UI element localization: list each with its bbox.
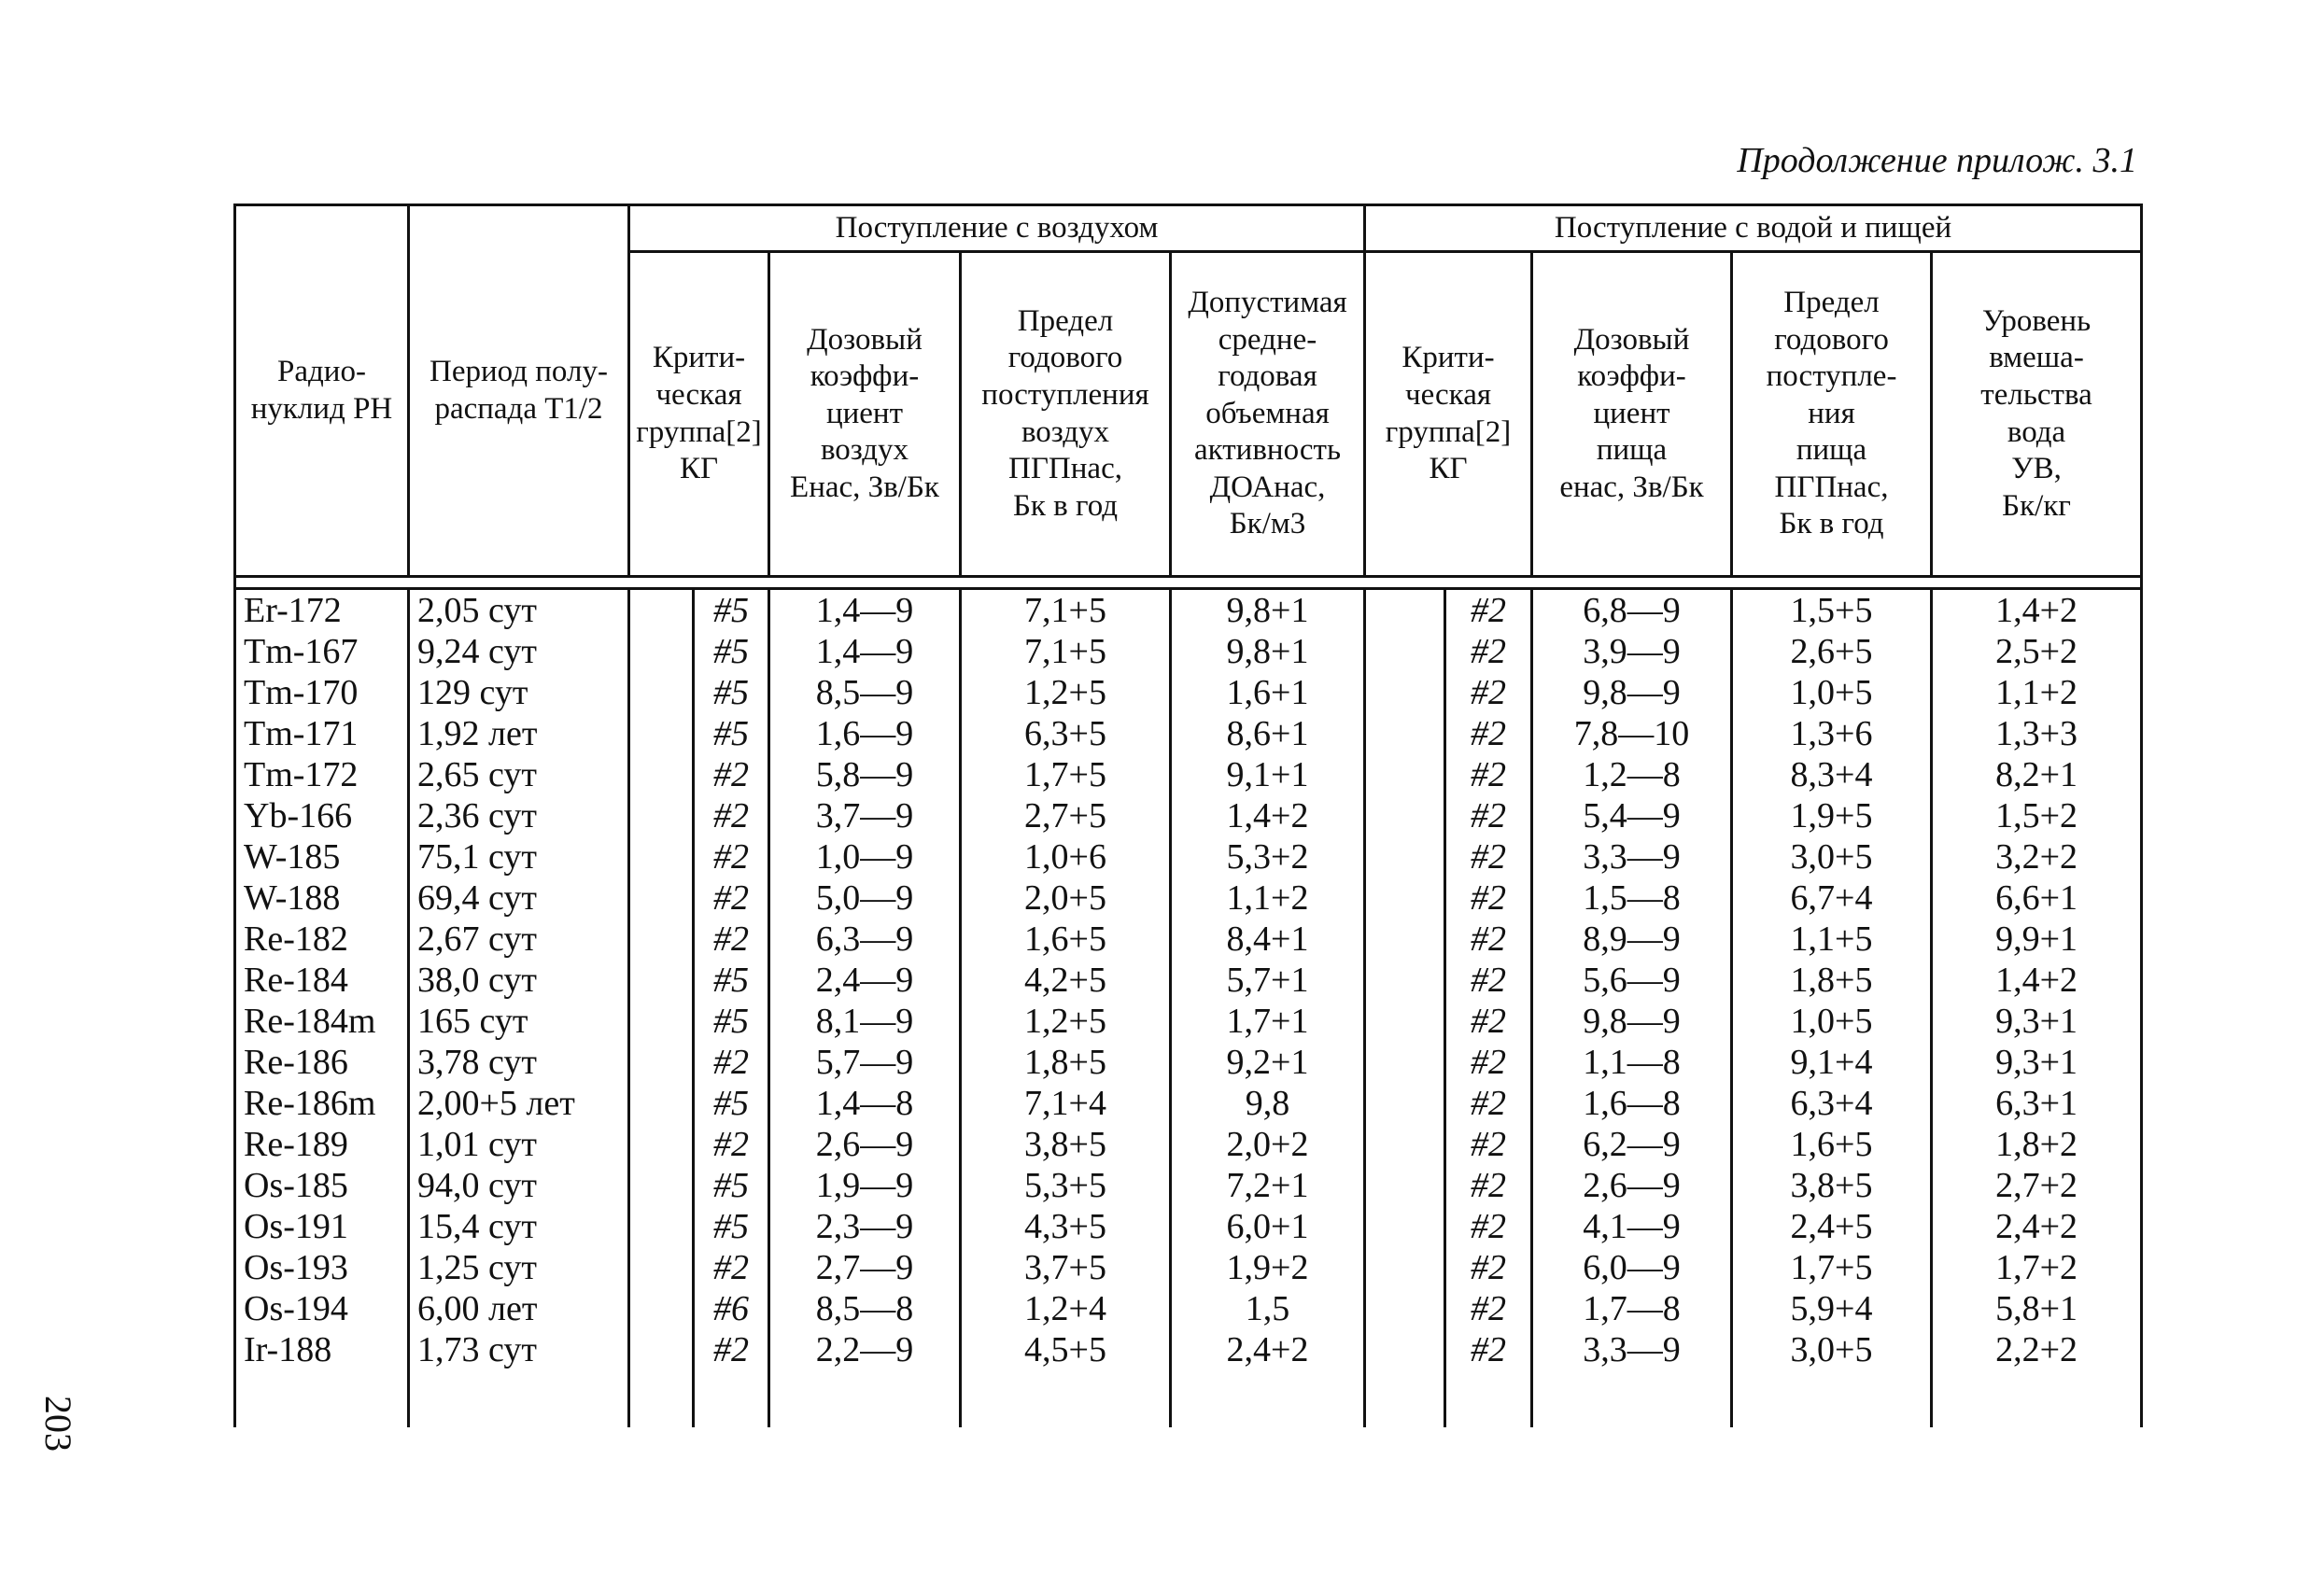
cell-nuclide: Tm-171 bbox=[235, 713, 409, 754]
cell-nuclide: Os-191 bbox=[235, 1206, 409, 1247]
cell-intervention-level: 6,3+1 bbox=[1932, 1083, 2142, 1124]
cell-spacer bbox=[629, 754, 694, 795]
cell-air-annual-limit: 7,1+5 bbox=[961, 631, 1171, 672]
cell-half-life: 165 сут bbox=[409, 1001, 629, 1042]
cell-air-dose-coefficient: 5,0—9 bbox=[769, 877, 961, 919]
cell-air-annual-limit: 7,1+5 bbox=[961, 589, 1171, 632]
cell-spacer bbox=[629, 713, 694, 754]
cell-air-critical-group: #5 bbox=[694, 1083, 769, 1124]
cell-nuclide: Os-194 bbox=[235, 1288, 409, 1329]
cell-spacer bbox=[629, 672, 694, 713]
cell-nuclide: Os-185 bbox=[235, 1165, 409, 1206]
page-number: 203 bbox=[37, 1396, 79, 1452]
cell-spacer bbox=[629, 795, 694, 836]
cell-spacer bbox=[1365, 631, 1445, 672]
cell-half-life: 2,05 сут bbox=[409, 589, 629, 632]
cell-air-doa: 5,3+2 bbox=[1171, 836, 1365, 877]
cell-food-critical-group: #2 bbox=[1445, 1247, 1532, 1288]
cell-food-annual-limit: 8,3+4 bbox=[1732, 754, 1932, 795]
cell-air-dose-coefficient: 2,4—9 bbox=[769, 960, 961, 1001]
cell-spacer bbox=[629, 1165, 694, 1206]
cell-air-critical-group: #2 bbox=[694, 919, 769, 960]
cell-intervention-level: 1,4+2 bbox=[1932, 960, 2142, 1001]
cell-nuclide: Yb-166 bbox=[235, 795, 409, 836]
cell-intervention-level: 1,4+2 bbox=[1932, 589, 2142, 632]
cell-air-critical-group: #2 bbox=[694, 1042, 769, 1083]
cell-air-annual-limit: 3,8+5 bbox=[961, 1124, 1171, 1165]
cell-food-annual-limit: 1,0+5 bbox=[1732, 1001, 1932, 1042]
cell-air-dose-coefficient: 2,7—9 bbox=[769, 1247, 961, 1288]
header-food-critical-group: Крити- ческая группа[2] КГ bbox=[1365, 252, 1532, 577]
cell-spacer bbox=[1365, 795, 1445, 836]
header-nuclide: Радио- нуклид РН bbox=[235, 205, 409, 577]
cell-half-life: 2,65 сут bbox=[409, 754, 629, 795]
cell-intervention-level: 1,8+2 bbox=[1932, 1124, 2142, 1165]
cell-intervention-level: 1,3+3 bbox=[1932, 713, 2142, 754]
cell-half-life: 6,00 лет bbox=[409, 1288, 629, 1329]
cell-nuclide: Re-184m bbox=[235, 1001, 409, 1042]
cell-spacer bbox=[629, 1124, 694, 1165]
cell-intervention-level: 6,6+1 bbox=[1932, 877, 2142, 919]
cell-half-life: 129 сут bbox=[409, 672, 629, 713]
cell-air-annual-limit: 1,2+5 bbox=[961, 672, 1171, 713]
cell-spacer bbox=[1365, 1206, 1445, 1247]
cell-spacer bbox=[1365, 672, 1445, 713]
cell-food-dose-coefficient: 6,2—9 bbox=[1532, 1124, 1732, 1165]
cell-food-annual-limit: 3,0+5 bbox=[1732, 836, 1932, 877]
cell-food-critical-group: #2 bbox=[1445, 960, 1532, 1001]
cell-air-critical-group: #5 bbox=[694, 631, 769, 672]
cell-intervention-level: 2,4+2 bbox=[1932, 1206, 2142, 1247]
cell-air-dose-coefficient: 1,9—9 bbox=[769, 1165, 961, 1206]
table-row bbox=[235, 1165, 2142, 1206]
cell-food-critical-group: #2 bbox=[1445, 1329, 1532, 1427]
cell-air-annual-limit: 1,2+5 bbox=[961, 1001, 1171, 1042]
cell-nuclide: Re-186 bbox=[235, 1042, 409, 1083]
cell-air-annual-limit: 1,2+4 bbox=[961, 1288, 1171, 1329]
table-row bbox=[235, 1083, 2142, 1124]
cell-air-annual-limit: 1,6+5 bbox=[961, 919, 1171, 960]
cell-intervention-level: 2,7+2 bbox=[1932, 1165, 2142, 1206]
cell-food-annual-limit: 1,1+5 bbox=[1732, 919, 1932, 960]
cell-food-critical-group: #2 bbox=[1445, 631, 1532, 672]
cell-spacer bbox=[1365, 1288, 1445, 1329]
cell-food-dose-coefficient: 1,7—8 bbox=[1532, 1288, 1732, 1329]
cell-spacer bbox=[629, 1247, 694, 1288]
cell-air-critical-group: #2 bbox=[694, 1329, 769, 1427]
cell-intervention-level: 2,5+2 bbox=[1932, 631, 2142, 672]
cell-air-annual-limit: 7,1+4 bbox=[961, 1083, 1171, 1124]
header-air-doa: Допустимая средне- годовая объемная активность ДОАнас, Бк/м3 bbox=[1171, 252, 1365, 577]
cell-food-dose-coefficient: 4,1—9 bbox=[1532, 1206, 1732, 1247]
cell-air-doa: 9,1+1 bbox=[1171, 754, 1365, 795]
cell-food-dose-coefficient: 1,5—8 bbox=[1532, 877, 1732, 919]
cell-food-annual-limit: 6,7+4 bbox=[1732, 877, 1932, 919]
table-row bbox=[235, 1329, 2142, 1427]
cell-food-dose-coefficient: 7,8—10 bbox=[1532, 713, 1732, 754]
cell-spacer bbox=[1365, 1329, 1445, 1427]
cell-air-doa: 1,7+1 bbox=[1171, 1001, 1365, 1042]
header-air-annual-limit: Предел годового поступления воздух ПГПнас, Бк в год bbox=[961, 252, 1171, 577]
cell-food-dose-coefficient: 1,1—8 bbox=[1532, 1042, 1732, 1083]
cell-food-critical-group: #2 bbox=[1445, 713, 1532, 754]
header-air-critical-group: Крити- ческая группа[2] КГ bbox=[629, 252, 769, 577]
cell-nuclide: Os-193 bbox=[235, 1247, 409, 1288]
table-row bbox=[235, 795, 2142, 836]
cell-spacer bbox=[629, 1001, 694, 1042]
cell-food-dose-coefficient: 6,0—9 bbox=[1532, 1247, 1732, 1288]
table-row bbox=[235, 713, 2142, 754]
cell-food-critical-group: #2 bbox=[1445, 1001, 1532, 1042]
cell-intervention-level: 1,1+2 bbox=[1932, 672, 2142, 713]
cell-spacer bbox=[629, 1206, 694, 1247]
cell-food-annual-limit: 3,0+5 bbox=[1732, 1329, 1932, 1427]
cell-air-annual-limit: 1,8+5 bbox=[961, 1042, 1171, 1083]
cell-half-life: 1,73 сут bbox=[409, 1329, 629, 1427]
cell-food-dose-coefficient: 8,9—9 bbox=[1532, 919, 1732, 960]
cell-spacer bbox=[1365, 713, 1445, 754]
cell-half-life: 75,1 сут bbox=[409, 836, 629, 877]
cell-food-dose-coefficient: 5,4—9 bbox=[1532, 795, 1732, 836]
cell-food-dose-coefficient: 2,6—9 bbox=[1532, 1165, 1732, 1206]
table-row bbox=[235, 1247, 2142, 1288]
cell-half-life: 2,00+5 лет bbox=[409, 1083, 629, 1124]
cell-air-doa: 9,2+1 bbox=[1171, 1042, 1365, 1083]
cell-food-annual-limit: 1,7+5 bbox=[1732, 1247, 1932, 1288]
cell-half-life: 38,0 сут bbox=[409, 960, 629, 1001]
cell-air-doa: 9,8+1 bbox=[1171, 631, 1365, 672]
cell-food-critical-group: #2 bbox=[1445, 754, 1532, 795]
cell-nuclide: Er-172 bbox=[235, 589, 409, 632]
cell-air-doa: 1,6+1 bbox=[1171, 672, 1365, 713]
cell-air-critical-group: #6 bbox=[694, 1288, 769, 1329]
cell-air-dose-coefficient: 1,6—9 bbox=[769, 713, 961, 754]
cell-food-dose-coefficient: 1,6—8 bbox=[1532, 1083, 1732, 1124]
cell-half-life: 94,0 сут bbox=[409, 1165, 629, 1206]
cell-air-critical-group: #2 bbox=[694, 1247, 769, 1288]
cell-spacer bbox=[629, 1288, 694, 1329]
table-row bbox=[235, 960, 2142, 1001]
cell-half-life: 69,4 сут bbox=[409, 877, 629, 919]
cell-food-dose-coefficient: 9,8—9 bbox=[1532, 1001, 1732, 1042]
cell-food-dose-coefficient: 1,2—8 bbox=[1532, 754, 1732, 795]
cell-intervention-level: 2,2+2 bbox=[1932, 1329, 2142, 1427]
cell-spacer bbox=[629, 919, 694, 960]
cell-air-dose-coefficient: 1,0—9 bbox=[769, 836, 961, 877]
cell-food-critical-group: #2 bbox=[1445, 1206, 1532, 1247]
cell-food-dose-coefficient: 3,9—9 bbox=[1532, 631, 1732, 672]
cell-air-annual-limit: 2,7+5 bbox=[961, 795, 1171, 836]
cell-food-critical-group: #2 bbox=[1445, 1288, 1532, 1329]
cell-spacer bbox=[1365, 1165, 1445, 1206]
cell-spacer bbox=[629, 631, 694, 672]
cell-intervention-level: 9,3+1 bbox=[1932, 1001, 2142, 1042]
cell-air-annual-limit: 5,3+5 bbox=[961, 1165, 1171, 1206]
cell-food-annual-limit: 2,6+5 bbox=[1732, 631, 1932, 672]
cell-spacer bbox=[1365, 960, 1445, 1001]
cell-air-annual-limit: 4,5+5 bbox=[961, 1329, 1171, 1427]
cell-air-critical-group: #5 bbox=[694, 1001, 769, 1042]
table-row bbox=[235, 1001, 2142, 1042]
cell-spacer bbox=[629, 836, 694, 877]
cell-food-annual-limit: 1,8+5 bbox=[1732, 960, 1932, 1001]
cell-air-critical-group: #5 bbox=[694, 960, 769, 1001]
cell-air-dose-coefficient: 1,4—9 bbox=[769, 631, 961, 672]
cell-air-annual-limit: 4,2+5 bbox=[961, 960, 1171, 1001]
cell-air-doa: 1,9+2 bbox=[1171, 1247, 1365, 1288]
cell-nuclide: Tm-167 bbox=[235, 631, 409, 672]
cell-food-critical-group: #2 bbox=[1445, 836, 1532, 877]
cell-air-dose-coefficient: 2,3—9 bbox=[769, 1206, 961, 1247]
cell-food-dose-coefficient: 9,8—9 bbox=[1532, 672, 1732, 713]
cell-spacer bbox=[629, 877, 694, 919]
cell-air-doa: 5,7+1 bbox=[1171, 960, 1365, 1001]
cell-air-critical-group: #2 bbox=[694, 877, 769, 919]
cell-air-critical-group: #2 bbox=[694, 795, 769, 836]
table-row bbox=[235, 672, 2142, 713]
header-half-life: Период полу- распада T1/2 bbox=[409, 205, 629, 577]
cell-air-critical-group: #5 bbox=[694, 672, 769, 713]
cell-spacer bbox=[1365, 919, 1445, 960]
cell-air-critical-group: #2 bbox=[694, 836, 769, 877]
cell-air-annual-limit: 4,3+5 bbox=[961, 1206, 1171, 1247]
header-group-food: Поступление с водой и пищей bbox=[1365, 205, 2142, 252]
cell-food-critical-group: #2 bbox=[1445, 1083, 1532, 1124]
cell-air-annual-limit: 3,7+5 bbox=[961, 1247, 1171, 1288]
cell-spacer bbox=[1365, 589, 1445, 632]
cell-air-critical-group: #2 bbox=[694, 754, 769, 795]
cell-nuclide: Tm-172 bbox=[235, 754, 409, 795]
cell-air-dose-coefficient: 8,5—8 bbox=[769, 1288, 961, 1329]
cell-food-critical-group: #2 bbox=[1445, 672, 1532, 713]
cell-air-dose-coefficient: 1,4—8 bbox=[769, 1083, 961, 1124]
cell-food-critical-group: #2 bbox=[1445, 877, 1532, 919]
cell-intervention-level: 3,2+2 bbox=[1932, 836, 2142, 877]
table-row bbox=[235, 1042, 2142, 1083]
cell-air-doa: 1,1+2 bbox=[1171, 877, 1365, 919]
cell-food-critical-group: #2 bbox=[1445, 1124, 1532, 1165]
cell-air-dose-coefficient: 5,7—9 bbox=[769, 1042, 961, 1083]
cell-half-life: 1,01 сут bbox=[409, 1124, 629, 1165]
header-intervention-level: Уровень вмеша- тельства вода УВ, Бк/кг bbox=[1932, 252, 2142, 577]
cell-half-life: 15,4 сут bbox=[409, 1206, 629, 1247]
table-row bbox=[235, 836, 2142, 877]
cell-nuclide: Re-186m bbox=[235, 1083, 409, 1124]
cell-food-annual-limit: 9,1+4 bbox=[1732, 1042, 1932, 1083]
cell-half-life: 1,25 сут bbox=[409, 1247, 629, 1288]
cell-air-doa: 2,4+2 bbox=[1171, 1329, 1365, 1427]
radionuclide-table bbox=[233, 204, 2143, 1427]
cell-nuclide: Tm-170 bbox=[235, 672, 409, 713]
cell-spacer bbox=[1365, 754, 1445, 795]
cell-air-dose-coefficient: 3,7—9 bbox=[769, 795, 961, 836]
cell-spacer bbox=[1365, 877, 1445, 919]
cell-food-dose-coefficient: 3,3—9 bbox=[1532, 1329, 1732, 1427]
cell-air-annual-limit: 6,3+5 bbox=[961, 713, 1171, 754]
cell-spacer bbox=[629, 960, 694, 1001]
cell-intervention-level: 8,2+1 bbox=[1932, 754, 2142, 795]
cell-air-dose-coefficient: 1,4—9 bbox=[769, 589, 961, 632]
cell-air-critical-group: #5 bbox=[694, 589, 769, 632]
cell-food-critical-group: #2 bbox=[1445, 1165, 1532, 1206]
cell-air-dose-coefficient: 8,5—9 bbox=[769, 672, 961, 713]
cell-nuclide: Re-189 bbox=[235, 1124, 409, 1165]
header-food-dose-coefficient: Дозовый коэффи- циент пища енас, Зв/Бк bbox=[1532, 252, 1732, 577]
cell-food-critical-group: #2 bbox=[1445, 1042, 1532, 1083]
table-row bbox=[235, 877, 2142, 919]
cell-spacer bbox=[1365, 1083, 1445, 1124]
cell-food-annual-limit: 2,4+5 bbox=[1732, 1206, 1932, 1247]
cell-air-dose-coefficient: 5,8—9 bbox=[769, 754, 961, 795]
cell-food-dose-coefficient: 6,8—9 bbox=[1532, 589, 1732, 632]
table-row bbox=[235, 1206, 2142, 1247]
cell-air-annual-limit: 1,0+6 bbox=[961, 836, 1171, 877]
cell-nuclide: Re-182 bbox=[235, 919, 409, 960]
table-row bbox=[235, 754, 2142, 795]
cell-food-annual-limit: 1,6+5 bbox=[1732, 1124, 1932, 1165]
cell-air-annual-limit: 2,0+5 bbox=[961, 877, 1171, 919]
cell-intervention-level: 9,3+1 bbox=[1932, 1042, 2142, 1083]
table-row bbox=[235, 631, 2142, 672]
cell-half-life: 3,78 сут bbox=[409, 1042, 629, 1083]
cell-food-annual-limit: 1,0+5 bbox=[1732, 672, 1932, 713]
cell-intervention-level: 9,9+1 bbox=[1932, 919, 2142, 960]
header-food-annual-limit: Предел годового поступле- ния пища ПГПнас, Бк в год bbox=[1732, 252, 1932, 577]
cell-food-annual-limit: 3,8+5 bbox=[1732, 1165, 1932, 1206]
cell-air-doa: 9,8 bbox=[1171, 1083, 1365, 1124]
cell-intervention-level: 5,8+1 bbox=[1932, 1288, 2142, 1329]
cell-spacer bbox=[629, 1042, 694, 1083]
cell-food-critical-group: #2 bbox=[1445, 919, 1532, 960]
cell-food-critical-group: #2 bbox=[1445, 795, 1532, 836]
cell-air-dose-coefficient: 8,1—9 bbox=[769, 1001, 961, 1042]
cell-air-doa: 8,6+1 bbox=[1171, 713, 1365, 754]
cell-air-doa: 2,0+2 bbox=[1171, 1124, 1365, 1165]
cell-food-annual-limit: 5,9+4 bbox=[1732, 1288, 1932, 1329]
cell-spacer bbox=[1365, 836, 1445, 877]
cell-food-annual-limit: 1,5+5 bbox=[1732, 589, 1932, 632]
cell-air-critical-group: #5 bbox=[694, 1206, 769, 1247]
cell-air-doa: 9,8+1 bbox=[1171, 589, 1365, 632]
cell-nuclide: W-185 bbox=[235, 836, 409, 877]
cell-air-doa: 6,0+1 bbox=[1171, 1206, 1365, 1247]
cell-intervention-level: 1,5+2 bbox=[1932, 795, 2142, 836]
cell-air-doa: 8,4+1 bbox=[1171, 919, 1365, 960]
cell-air-dose-coefficient: 2,6—9 bbox=[769, 1124, 961, 1165]
cell-spacer bbox=[1365, 1247, 1445, 1288]
cell-spacer bbox=[1365, 1042, 1445, 1083]
header-group-air: Поступление с воздухом bbox=[629, 205, 1365, 252]
cell-half-life: 1,92 лет bbox=[409, 713, 629, 754]
cell-nuclide: Re-184 bbox=[235, 960, 409, 1001]
cell-food-critical-group: #2 bbox=[1445, 589, 1532, 632]
cell-half-life: 2,67 сут bbox=[409, 919, 629, 960]
cell-nuclide: Ir-188 bbox=[235, 1329, 409, 1427]
table-row bbox=[235, 919, 2142, 960]
cell-spacer bbox=[1365, 1124, 1445, 1165]
cell-spacer bbox=[629, 589, 694, 632]
cell-air-critical-group: #5 bbox=[694, 1165, 769, 1206]
cell-food-annual-limit: 6,3+4 bbox=[1732, 1083, 1932, 1124]
cell-half-life: 9,24 сут bbox=[409, 631, 629, 672]
table-row bbox=[235, 1124, 2142, 1165]
cell-air-doa: 7,2+1 bbox=[1171, 1165, 1365, 1206]
cell-air-annual-limit: 1,7+5 bbox=[961, 754, 1171, 795]
cell-air-doa: 1,4+2 bbox=[1171, 795, 1365, 836]
cell-food-annual-limit: 1,9+5 bbox=[1732, 795, 1932, 836]
cell-spacer bbox=[629, 1083, 694, 1124]
cell-food-dose-coefficient: 3,3—9 bbox=[1532, 836, 1732, 877]
cell-air-dose-coefficient: 6,3—9 bbox=[769, 919, 961, 960]
cell-half-life: 2,36 сут bbox=[409, 795, 629, 836]
cell-food-dose-coefficient: 5,6—9 bbox=[1532, 960, 1732, 1001]
cell-air-critical-group: #2 bbox=[694, 1124, 769, 1165]
header-air-dose-coefficient: Дозовый коэффи- циент воздух Eнас, Зв/Бк bbox=[769, 252, 961, 577]
cell-spacer bbox=[629, 1329, 694, 1427]
cell-intervention-level: 1,7+2 bbox=[1932, 1247, 2142, 1288]
cell-air-doa: 1,5 bbox=[1171, 1288, 1365, 1329]
continuation-caption: Продолжение прилож. 3.1 bbox=[1737, 141, 2137, 180]
cell-nuclide: W-188 bbox=[235, 877, 409, 919]
table-row bbox=[235, 1288, 2142, 1329]
cell-air-critical-group: #5 bbox=[694, 713, 769, 754]
table-row bbox=[235, 589, 2142, 632]
cell-food-annual-limit: 1,3+6 bbox=[1732, 713, 1932, 754]
cell-air-dose-coefficient: 2,2—9 bbox=[769, 1329, 961, 1427]
cell-spacer bbox=[1365, 1001, 1445, 1042]
